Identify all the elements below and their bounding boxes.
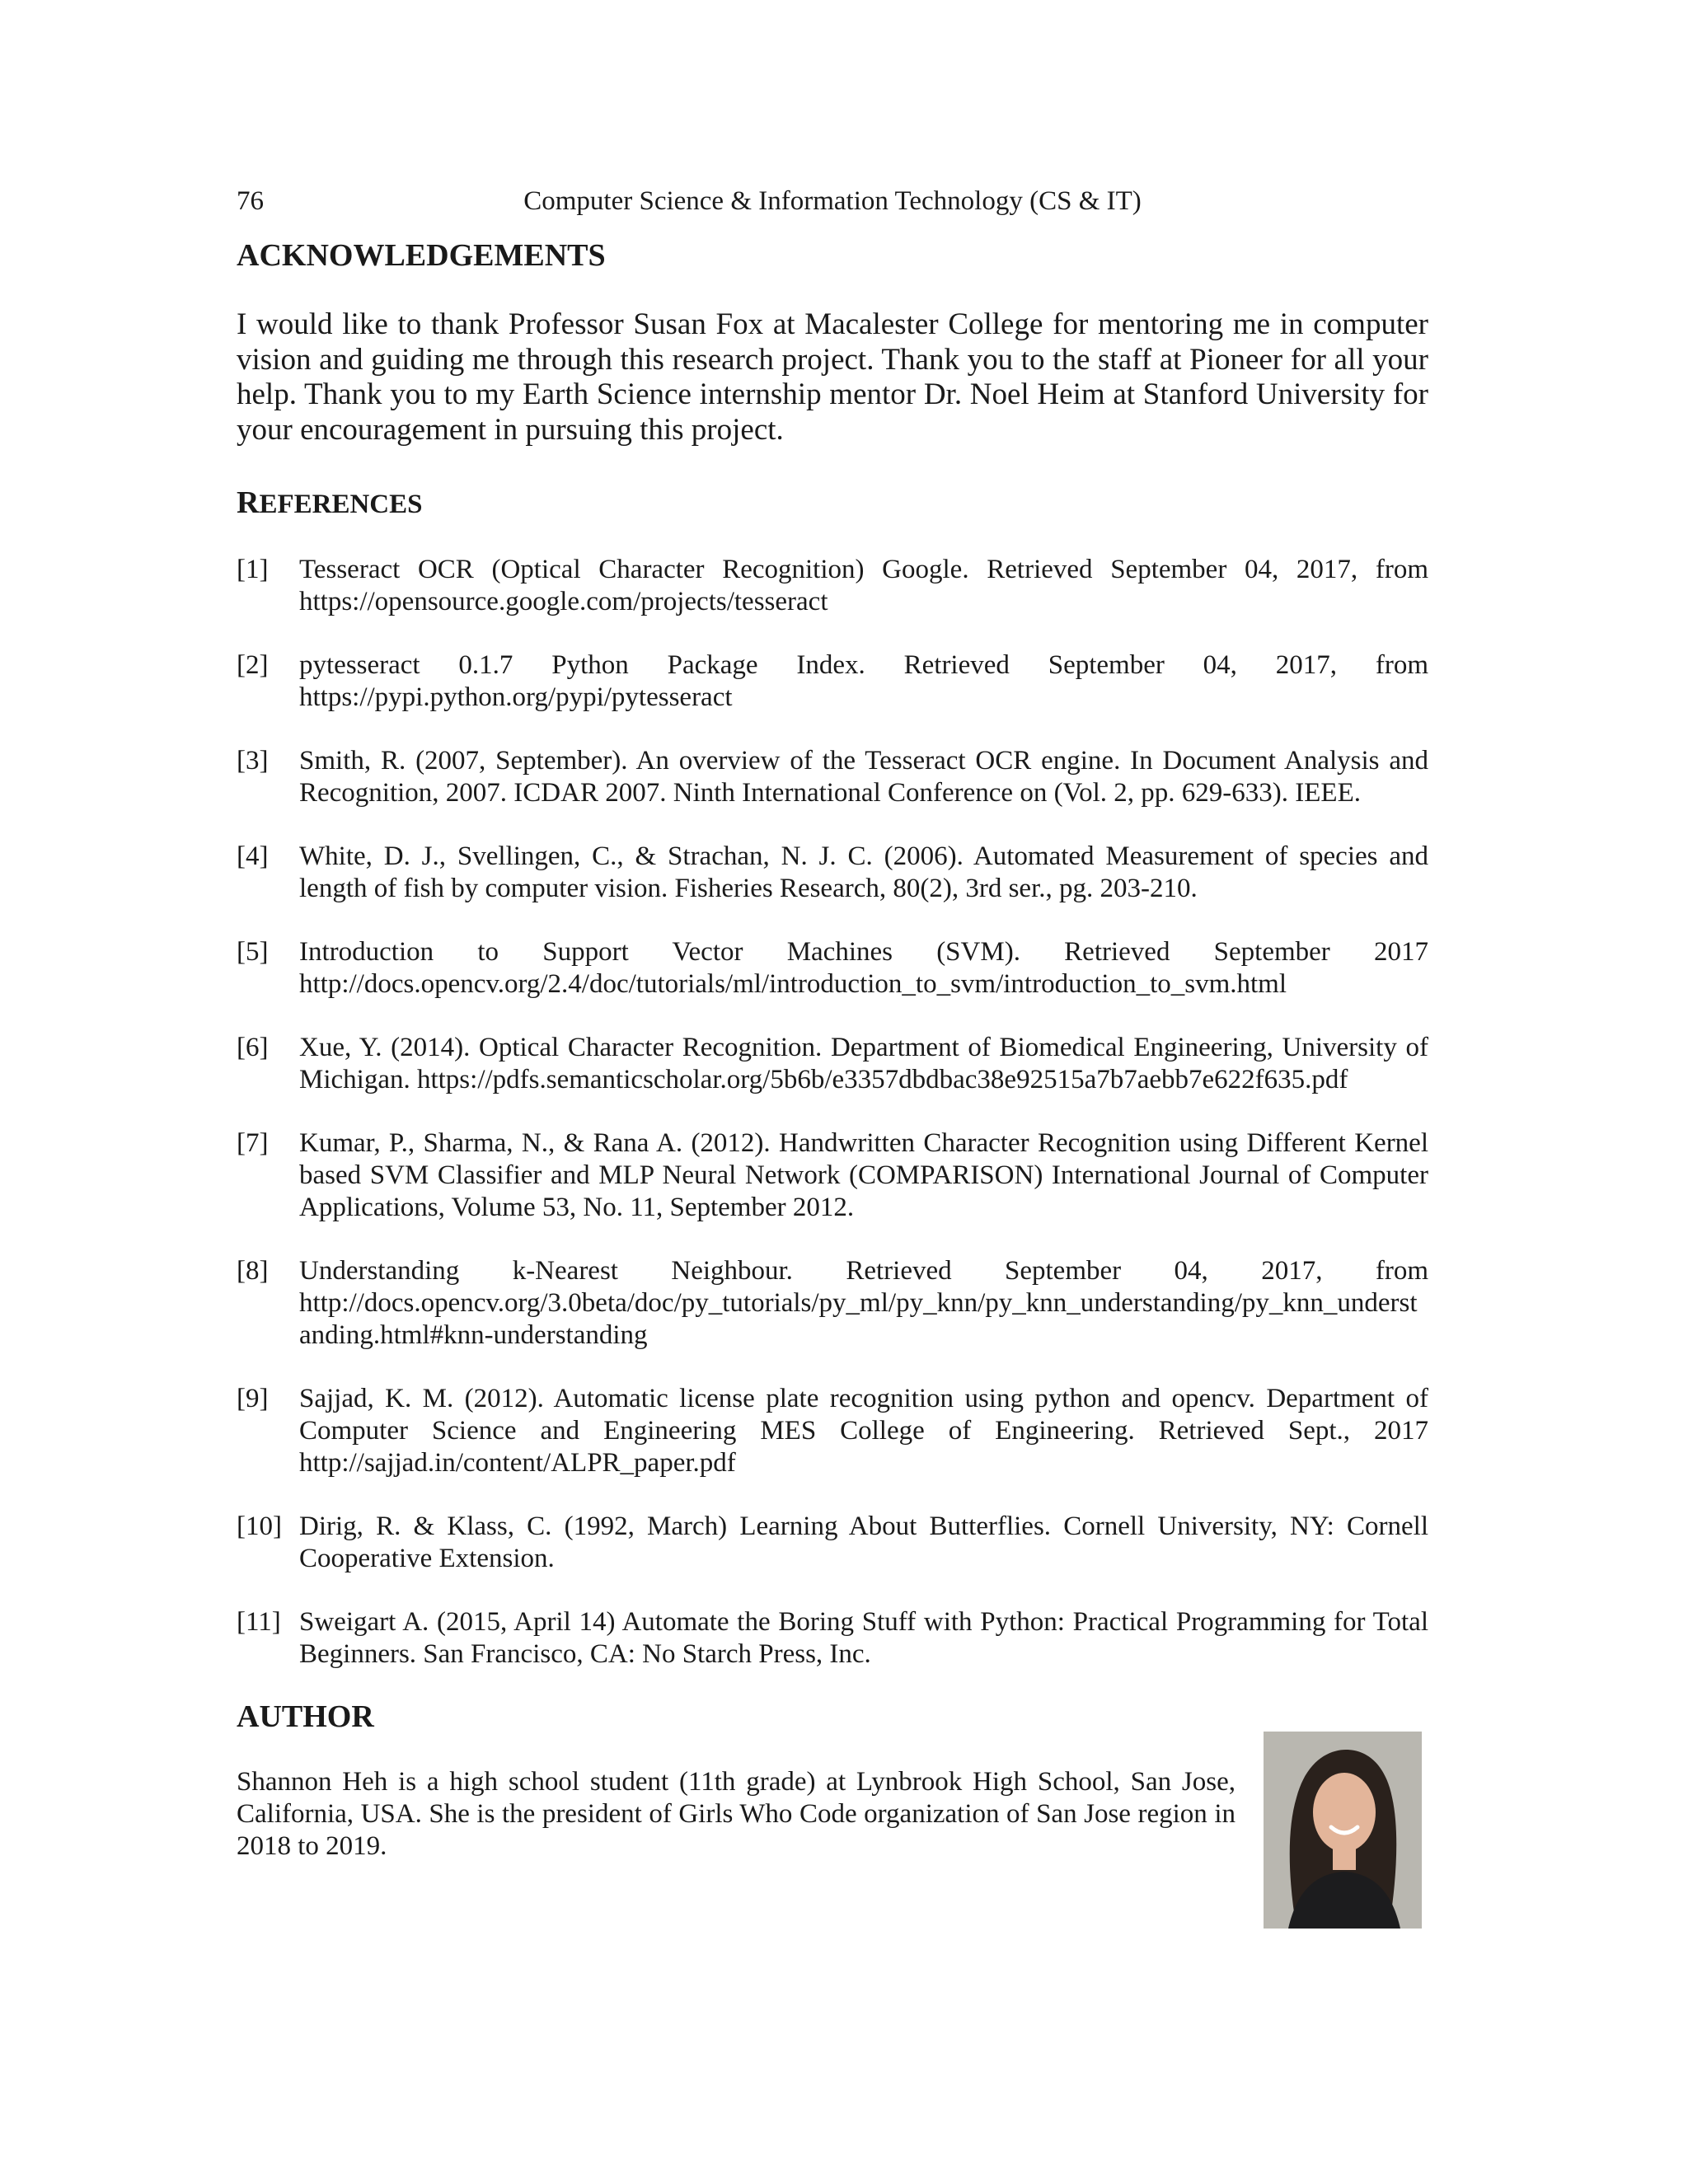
- reference-item: [237, 1383, 1428, 1479]
- reference-text: Understanding k-Nearest Neighbour. Retrieved September 04, 2017, from http://docs.opencv.org/3.0beta/doc/py_tutorials/py_ml/py_knn/py_knn_understanding/py_knn_understanding.html#knn-understanding: [299, 1256, 1428, 1350]
- author-heading: AUTHOR: [237, 1699, 374, 1734]
- acknowledgements-heading: ACKNOWLEDGEMENTS: [237, 238, 606, 273]
- references-heading-rest: EFERENCES: [259, 490, 423, 519]
- references-heading: [237, 483, 423, 524]
- reference-item: [237, 1032, 1428, 1096]
- reference-number: [3]: [237, 746, 269, 776]
- reference-item: [237, 1606, 1428, 1671]
- reference-number: [9]: [237, 1384, 269, 1413]
- author-bio: Shannon Heh is a high school student (11th grade) at Lynbrook High School, San Jose, California, USA. She is the president of Girls Who Code organization of San Jose region in 2018 to 2019.: [237, 1767, 1236, 1861]
- references-heading-initial: R: [237, 485, 260, 520]
- reference-number: [11]: [237, 1607, 281, 1637]
- reference-text: Introduction to Support Vector Machines (SVM). Retrieved September 2017 http://docs.opencv.org/2.4/doc/tutorials/ml/introduction_to_svm/introduction_to_svm.html: [299, 937, 1428, 999]
- reference-item: [237, 554, 1428, 618]
- reference-number: [7]: [237, 1128, 269, 1158]
- reference-item: [237, 1127, 1428, 1224]
- reference-number: [2]: [237, 650, 269, 680]
- reference-item: [237, 936, 1428, 1001]
- reference-item: [237, 1511, 1428, 1575]
- reference-text: Kumar, P., Sharma, N., & Rana A. (2012). Handwritten Character Recognition using Different Kernel based SVM Classifier and MLP Neural Network (COMPARISON) International Journal of Computer Applications, Volume 53, No. 11, September 2012.: [299, 1128, 1428, 1222]
- reference-text: Tesseract OCR (Optical Character Recognition) Google. Retrieved September 04, 2017, from https://opensource.google.com/projects/tesseract: [299, 555, 1428, 616]
- reference-text: Smith, R. (2007, September). An overview of the Tesseract OCR engine. In Document Analysis and Recognition, 2007. ICDAR 2007. Ninth International Conference on (Vol. 2, pp. 629-633). IEEE.: [299, 746, 1428, 808]
- reference-item: [237, 841, 1428, 905]
- reference-item: [237, 649, 1428, 714]
- reference-number: [1]: [237, 555, 269, 584]
- reference-number: [6]: [237, 1033, 269, 1062]
- reference-number: [8]: [237, 1256, 269, 1286]
- author-photo: [1264, 1732, 1422, 1929]
- page-number: 76: [237, 186, 264, 216]
- reference-item: [237, 1255, 1428, 1352]
- reference-text: pytesseract 0.1.7 Python Package Index. Retrieved September 04, 2017, from https://pypi.python.org/pypi/pytesseract: [299, 650, 1428, 712]
- reference-number: [4]: [237, 841, 269, 871]
- reference-item: [237, 745, 1428, 809]
- reference-text: Xue, Y. (2014). Optical Character Recognition. Department of Biomedical Engineering, University of Michigan. https://pdfs.semanticscholar.org/5b6b/e3357dbdbac38e92515a7b7aebb7e622f635.pdf: [299, 1033, 1428, 1094]
- acknowledgements-body: I would like to thank Professor Susan Fox at Macalester College for mentoring me in computer vision and guiding me through this research project. Thank you to the staff at Pioneer for all your help. Thank you to my Earth Science internship mentor Dr. Noel Heim at Stanford University for your encouragement in pursuing this project.: [237, 307, 1428, 447]
- reference-list: [237, 554, 1428, 1702]
- reference-text: Sweigart A. (2015, April 14) Automate the Boring Stuff with Python: Practical Programming for Total Beginners. San Francisco, CA: No Starch Press, Inc.: [299, 1607, 1428, 1669]
- journal-title: Computer Science & Information Technology (CS & IT): [523, 186, 1142, 216]
- reference-text: White, D. J., Svellingen, C., & Strachan, N. J. C. (2006). Automated Measurement of species and length of fish by computer vision. Fisheries Research, 80(2), 3rd ser., pg. 203-210.: [299, 841, 1428, 903]
- reference-number: [5]: [237, 937, 269, 967]
- author-portrait-image: [1264, 1732, 1422, 1929]
- reference-number: [10]: [237, 1511, 282, 1541]
- running-head: [237, 183, 1428, 219]
- reference-text: Dirig, R. & Klass, C. (1992, March) Learning About Butterflies. Cornell University, NY: Cornell Cooperative Extension.: [299, 1511, 1428, 1573]
- reference-text: Sajjad, K. M. (2012). Automatic license plate recognition using python and opencv. Department of Computer Science and Engineering MES College of Engineering. Retrieved Sept., 2017 http://sajjad.in/content/ALPR_paper.pdf: [299, 1384, 1428, 1478]
